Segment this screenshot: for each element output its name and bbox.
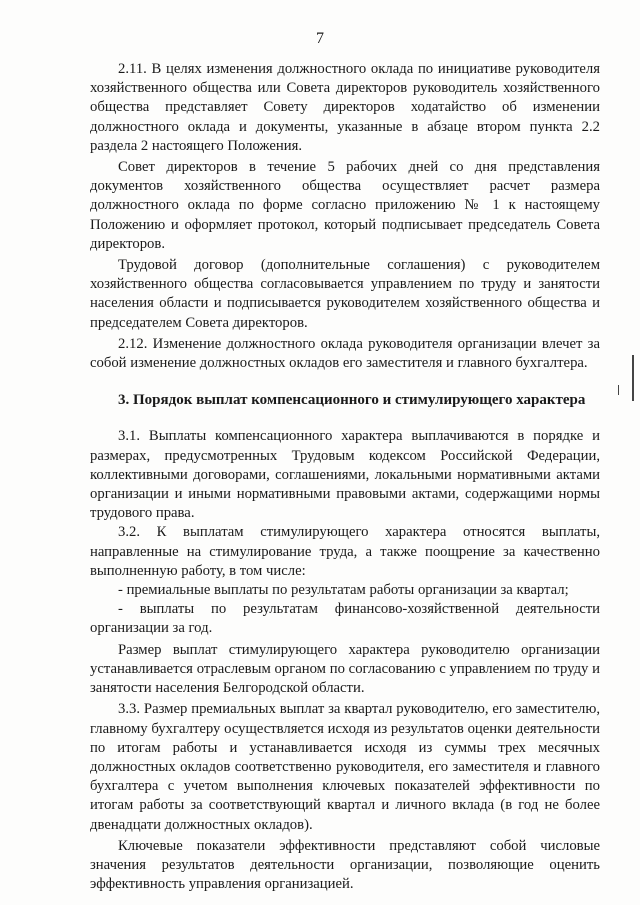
page-number: 7 [316,30,324,47]
scan-margin-mark [618,385,619,395]
paragraph-2-11: 2.11. В целях изменения должностного оклада по инициативе руководителя хозяйственного общества или Совета директоров руководитель хозяйственного общества представляет Совету директоров ходатайство об изменении должностного оклада и документы, указанные в абзаце втором пункта 2.2 раздела 2 настоящего Положения. [90,61,600,154]
paragraph-3-2: 3.2. К выплатам стимулирующего характера относятся выплаты, направленные на стимулирование труда, а также поощрение за качественно выполненную работу, в том числе: [90,524,600,579]
scan-margin-mark [632,355,634,401]
paragraph-board-calculation: Совет директоров в течение 5 рабочих дней со дня представления документов хозяйственного общества осуществляет расчет размера должностного оклада по форме согласно приложению № 1 к настоящему Положению и оформляет протокол, который подписывает председатель Совета директоров. [90,159,600,252]
section-heading: 3. Порядок выплат компенсационного и стимулирующего характера [118,392,586,409]
paragraph-kpi: Ключевые показатели эффективности представляют собой числовые значения результатов деятельности организации, позволяющие оценить эффективность управления организацией. [90,837,600,893]
paragraph-3-1: 3.1. Выплаты компенсационного характера выплачиваются в порядке и размерах, предусмотренных Трудовым кодексом Российской Федерации, коллективными договорами, соглашениями, локальными нормативными актами организации и иными нормативными правовыми актами, содержащими нормы трудового права. [90,428,600,522]
paragraph-2-12: 2.12. Изменение должностного оклада руководителя организации влечет за собой изменение должностных окладов его заместителя и главного бухгалтера. [90,335,600,372]
document-body [90,60,600,894]
list-item-annual-payment: - выплаты по результатам финансово-хозяйственной деятельности организации за год. [90,601,600,637]
list-item-quarterly-bonus: - премиальные выплаты по результатам работы организации за квартал; [118,582,569,599]
paragraph-incentive-size: Размер выплат стимулирующего характера руководителю организации устанавливается отраслевым органом по согласованию с управлением по труду и занятости населения Белгородской области. [90,641,600,697]
paragraph-labor-contract: Трудовой договор (дополнительные соглашения) с руководителем хозяйственного общества согласовывается управлением по труду и занятости населения области и подписывается руководителем хозяйственного общества и председателем Совета директоров. [90,257,600,331]
paragraph-3-3: 3.3. Размер премиальных выплат за квартал руководителю, его заместителю, главному бухгалтеру осуществляется исходя из результатов оценки деятельности по итогам работы и устанавливается исходя из суммы трех месячных должностных окладов соответственно руководителя, его заместителя и главного бухгалтера с учетом выполнения ключевых показателей эффективности по итогам работы за соответствующий квартал и личного вклада (в год не более двенадцати должностных окладов). [90,701,600,833]
